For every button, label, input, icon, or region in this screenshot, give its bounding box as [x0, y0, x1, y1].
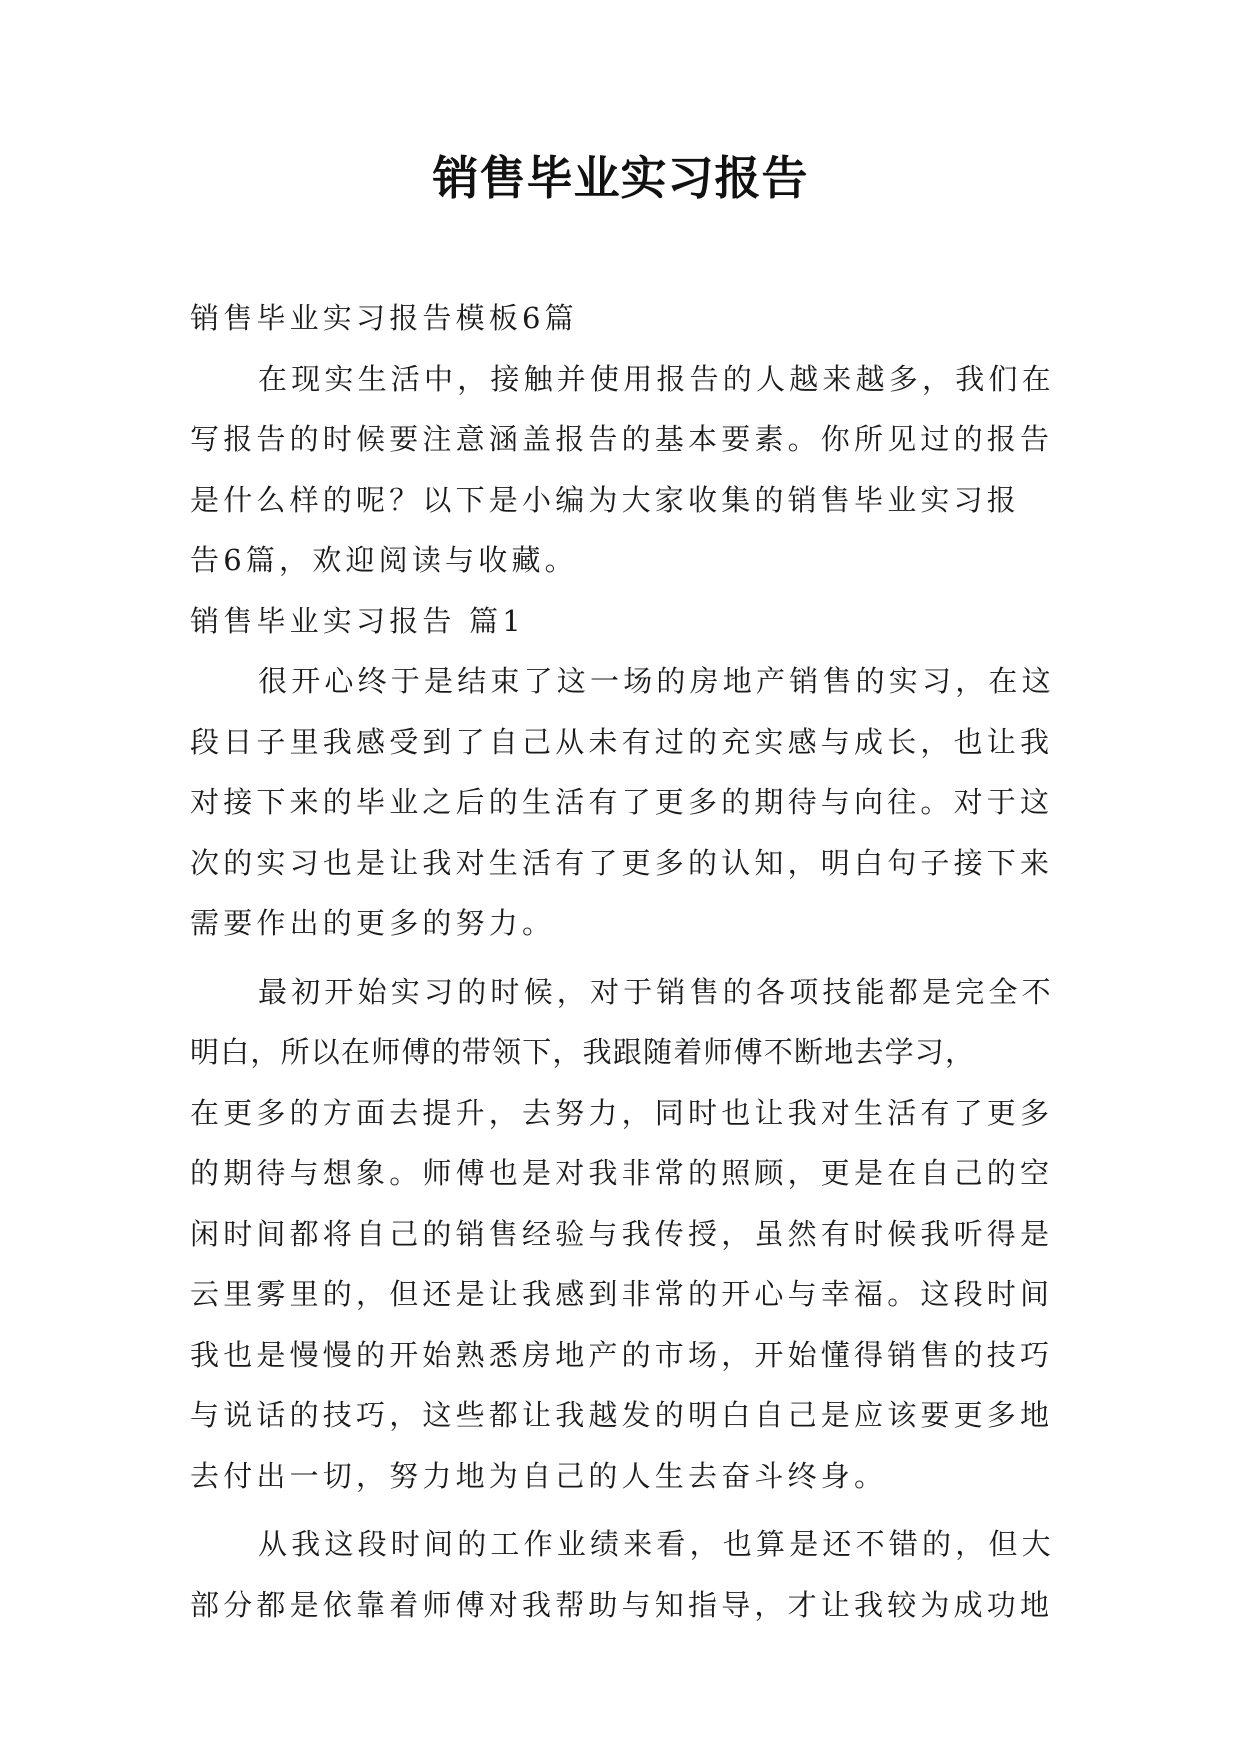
intro-paragraph-line: 写报告的时候要注意涵盖报告的基本要素。你所见过的报告: [190, 422, 1054, 456]
paragraph-line: 我也是慢慢的开始熟悉房地产的市场，开始懂得销售的技巧: [190, 1337, 1054, 1372]
paragraph-line: 部分都是依靠着师傅对我帮助与知指导，才让我较为成功地: [190, 1587, 1054, 1622]
section-heading: 销售毕业实习报告 篇1: [190, 603, 525, 638]
intro-paragraph-line: 告6篇，欢迎阅读与收藏。: [190, 543, 578, 577]
paragraph-line: 去付出一切，努力地为自己的人生去奋斗终身。: [190, 1458, 888, 1493]
document-body: [190, 288, 1054, 1635]
document-title: 销售毕业实习报告: [432, 151, 809, 205]
paragraph-line: 需要作出的更多的努力。: [190, 906, 556, 940]
paragraph-line: 明白，所以在师傅的带领下，我跟随着师傅不断地去学习，: [190, 1035, 976, 1069]
paragraph-line: 与说话的技巧，这些都让我越发的明白自己是应该要更多地: [190, 1398, 1054, 1432]
intro-paragraph-line: 在现实生活中，接触并使用报告的人越来越多，我们在: [258, 361, 1055, 396]
paragraph-line: 闲时间都将自己的销售经验与我传授，虽然有时候我听得是: [190, 1216, 1054, 1251]
paragraph-line: 最初开始实习的时候，对于销售的各项技能都是完全不: [258, 974, 1055, 1009]
subtitle-line: 销售毕业实习报告模板6篇: [190, 301, 578, 335]
paragraph-line: 的期待与想象。师傅也是对我非常的照顾，更是在自己的空: [190, 1156, 1054, 1190]
paragraph-line: 对接下来的毕业之后的生活有了更多的期待与向往。对于这: [190, 785, 1054, 819]
paragraph-line: 次的实习也是让我对生活有了更多的认知，明白句子接下来: [190, 845, 1054, 880]
paragraph-line: 段日子里我感受到了自己从未有过的充实感与成长，也让我: [190, 724, 1054, 759]
paragraph-line: 在更多的方面去提升，去努力，同时也让我对生活有了更多: [190, 1095, 1054, 1130]
paragraph-line: 云里雾里的，但还是让我感到非常的开心与幸福。这段时间: [190, 1277, 1054, 1311]
paragraph-line: 从我这段时间的工作业绩来看，也算是还不错的，但大: [258, 1527, 1055, 1561]
paragraph-line: 很开心终于是结束了这一场的房地产销售的实习，在这: [258, 664, 1055, 698]
intro-paragraph-line: 是什么样的呢？以下是小编为大家收集的销售毕业实习报: [190, 482, 1021, 517]
